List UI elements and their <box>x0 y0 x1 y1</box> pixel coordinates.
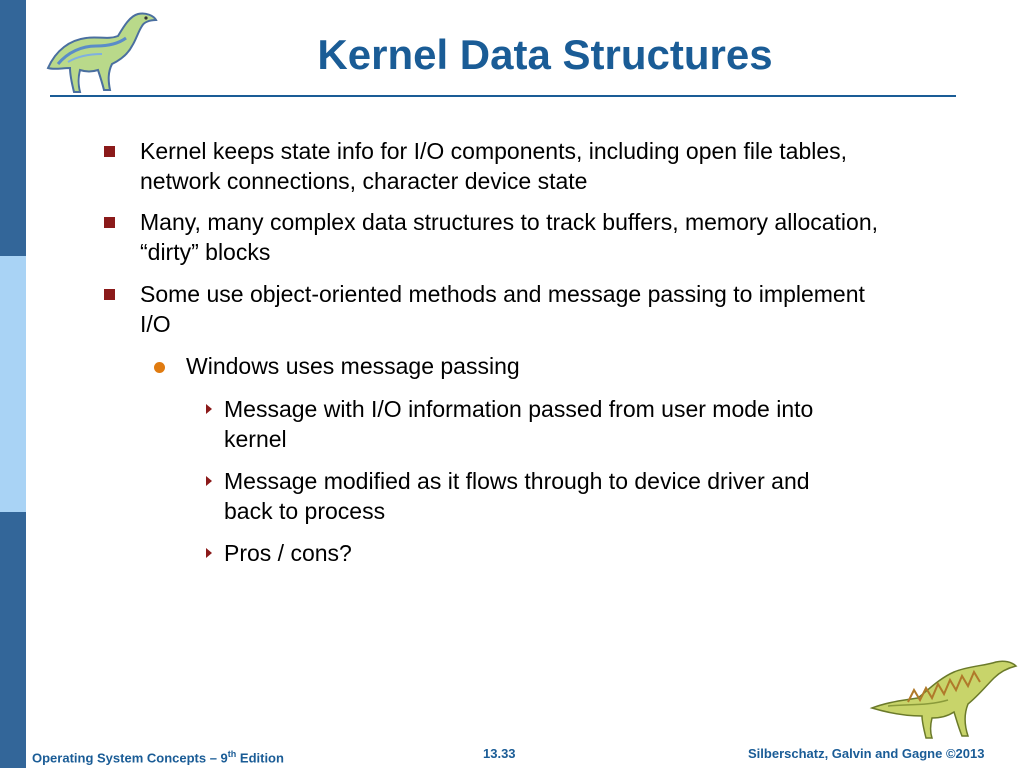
slide-title: Kernel Data Structures <box>317 31 773 78</box>
square-bullet-icon <box>104 217 115 228</box>
sub-sub-bullet-item <box>224 538 864 568</box>
circle-bullet-icon <box>154 362 165 373</box>
square-bullet-icon <box>104 146 115 157</box>
triangle-bullet-icon <box>206 548 212 558</box>
triangle-bullet-icon <box>206 404 212 414</box>
sidebar-band-middle <box>0 256 26 512</box>
sub-sub-bullet-text: Message modified as it flows through to device driver and back to process <box>224 468 810 524</box>
dinosaur-illustration-bottom <box>868 660 1018 740</box>
sidebar-band-top <box>0 0 26 256</box>
footer-page-number: 13.33 <box>483 746 516 761</box>
footer-book-title-sup: th <box>227 749 237 759</box>
footer-book-title-prefix: Operating System Concepts – 9 <box>32 750 228 766</box>
sub-sub-bullet-item <box>224 394 864 454</box>
left-sidebar <box>0 0 26 768</box>
sub-bullet-text: Windows uses message passing <box>186 353 520 379</box>
bullet-item <box>140 279 880 339</box>
sub-bullet-item <box>186 351 886 381</box>
dinosaur-logo-top <box>38 6 160 96</box>
footer-authors: Silberschatz, Galvin and Gagne ©2013 <box>748 746 985 761</box>
sidebar-band-bottom <box>0 512 26 768</box>
title-underline <box>50 95 956 97</box>
bullet-item <box>140 136 880 196</box>
sub-sub-bullet-item <box>224 466 864 526</box>
bullet-text: Some use object-oriented methods and message passing to implement I/O <box>140 281 865 337</box>
triangle-bullet-icon <box>206 476 212 486</box>
bullet-item <box>140 207 880 267</box>
footer-book-title <box>32 746 284 766</box>
footer-book-title-suffix: Edition <box>236 750 284 766</box>
bullet-text: Many, many complex data structures to track buffers, memory allocation, “dirty” blocks <box>140 209 878 265</box>
bullet-text: Kernel keeps state info for I/O components, including open file tables, network connections, character device state <box>140 138 848 194</box>
sub-sub-bullet-text: Pros / cons? <box>224 540 352 566</box>
square-bullet-icon <box>104 289 115 300</box>
sub-sub-bullet-text: Message with I/O information passed from user mode into kernel <box>224 396 814 452</box>
